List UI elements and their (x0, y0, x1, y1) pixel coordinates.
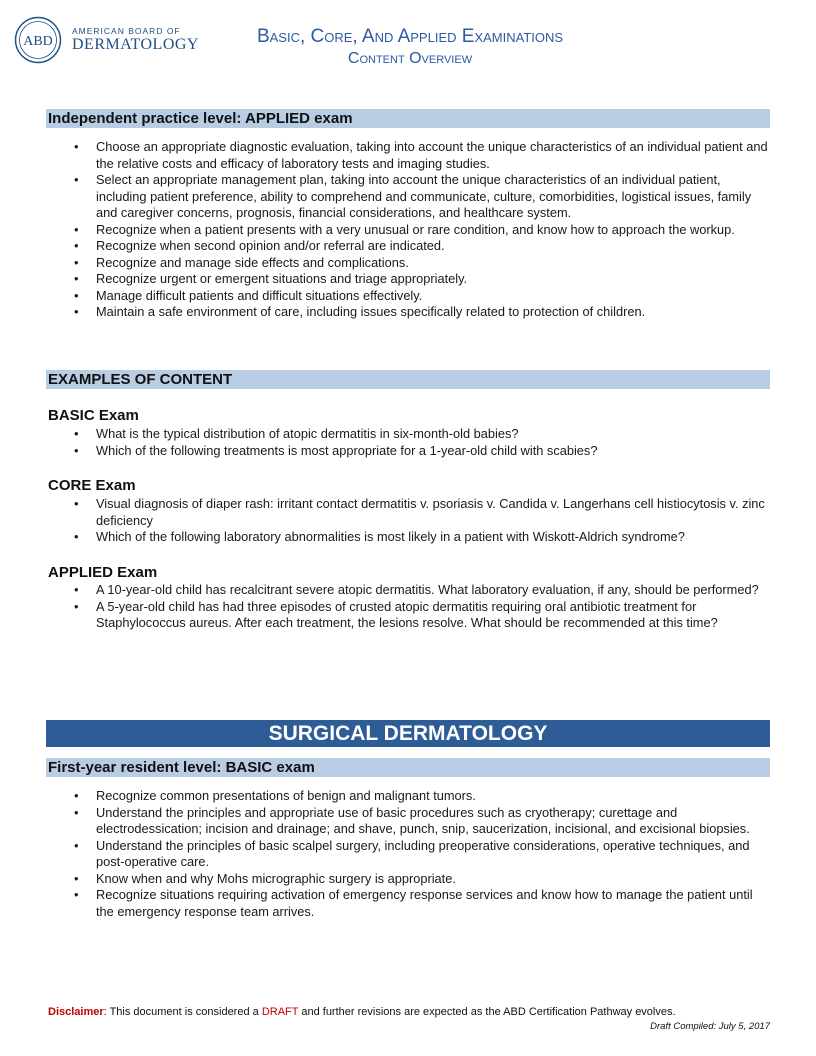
list-item: • Select an appropriate management plan, taking into account the unique characteristics of an individual patient, including patient preference, ability to comprehend and communicate, culture, comorbidities, logistical issues, family and caregiver concerns, prognosis, financial considerations, and healthcare system. (0, 172, 770, 222)
applied-section-heading: Independent practice level: APPLIED exam (46, 109, 770, 128)
basic-exam-heading: BASIC Exam (48, 407, 139, 424)
list-item: • Know when and why Mohs micrographic surgery is appropriate. (0, 871, 770, 888)
surgical-basic-heading: First-year resident level: BASIC exam (46, 758, 770, 777)
abd-logo (14, 16, 199, 64)
list-item: • Visual diagnosis of diaper rash: irritant contact dermatitis v. psoriasis v. Candida v. Langerhans cell histiocytosis v. zinc deficiency (0, 496, 770, 529)
core-exam-heading: CORE Exam (48, 477, 136, 494)
abd-seal-icon (14, 16, 62, 64)
surgical-objectives-list (0, 788, 770, 920)
list-item: • Understand the principles and appropriate use of basic procedures such as cryotherapy; curettage and electrodessication; incision and drainage; and shave, punch, snip, saucerization, incisional, and excisional biopsies. (0, 805, 770, 838)
list-item: • Recognize urgent or emergent situations and triage appropriately. (0, 271, 770, 288)
list-item: • Understand the principles of basic scalpel surgery, including preoperative considerations, operative techniques, and post-operative care. (0, 838, 770, 871)
disclaimer-text-post: and further revisions are expected as the ABD Certification Pathway evolves. (298, 1006, 676, 1018)
list-item: • Which of the following laboratory abnormalities is most likely in a patient with Wiskott-Aldrich syndrome? (0, 529, 770, 546)
disclaimer-label: Disclaimer (48, 1006, 104, 1018)
list-item: • Choose an appropriate diagnostic evaluation, taking into account the unique characteristics of an individual patient and the relative costs and efficacy of laboratory tests and imaging studies. (0, 139, 770, 172)
list-item: • Recognize situations requiring activation of emergency response services and know how to manage the patient until the emergency response team arrives. (0, 887, 770, 920)
disclaimer (48, 1006, 676, 1018)
surgical-dermatology-banner: SURGICAL DERMATOLOGY (46, 720, 770, 747)
list-item: • Manage difficult patients and difficult situations effectively. (0, 288, 770, 305)
list-item: • What is the typical distribution of atopic dermatitis in six-month-old babies? (0, 426, 770, 443)
draft-compiled-date: Draft Compiled: July 5, 2017 (650, 1021, 770, 1032)
list-item: • Recognize when a patient presents with a very unusual or rare condition, and know how to approach the workup. (0, 222, 770, 239)
list-item: • Recognize common presentations of benign and malignant tumors. (0, 788, 770, 805)
list-item: • A 10-year-old child has recalcitrant severe atopic dermatitis. What laboratory evaluation, if any, should be performed? (0, 582, 770, 599)
applied-exam-heading: APPLIED Exam (48, 564, 158, 581)
core-examples-list (0, 496, 770, 546)
org-name-line2: DERMATOLOGY (72, 36, 199, 53)
applied-objectives-list (0, 139, 770, 321)
document-subtitle: Content Overview (347, 50, 473, 67)
list-item: • Recognize and manage side effects and complications. (0, 255, 770, 272)
disclaimer-draft: DRAFT (261, 1006, 299, 1018)
org-name-line1: AMERICAN BOARD OF (72, 26, 181, 36)
applied-examples-list (0, 582, 770, 632)
list-item: • Which of the following treatments is most appropriate for a 1-year-old child with scabies? (0, 443, 770, 460)
document-title: Basic, Core, And Applied Examinations (256, 26, 564, 47)
basic-examples-list (0, 426, 770, 459)
list-item: • Maintain a safe environment of care, including issues specifically related to protection of children. (0, 304, 770, 321)
seal-text: ABD (23, 34, 53, 49)
list-item: • A 5-year-old child has had three episodes of crusted atopic dermatitis requiring oral antibiotic treatment for Staphylococcus aureus. After each treatment, the lesions resolve. What should be recommended at this time? (0, 599, 770, 632)
examples-heading: EXAMPLES OF CONTENT (46, 370, 770, 389)
list-item: • Recognize when second opinion and/or referral are indicated. (0, 238, 770, 255)
disclaimer-text-pre: : This document is considered a (103, 1006, 262, 1018)
